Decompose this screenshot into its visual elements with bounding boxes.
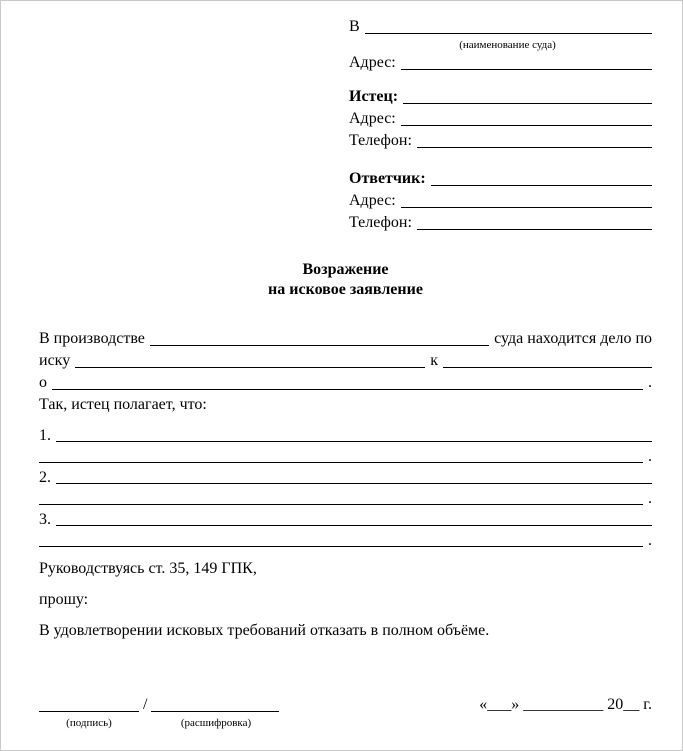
spacer bbox=[139, 716, 152, 730]
plaintiff-name-line bbox=[349, 86, 652, 108]
case-line1 bbox=[39, 328, 652, 350]
court-address-label: Адрес: bbox=[349, 54, 396, 71]
defendant-phone-line bbox=[349, 212, 652, 234]
plaintiff-phone-line bbox=[349, 130, 652, 152]
claims-intro: Так, истец полагает, что: bbox=[39, 396, 207, 413]
plaintiff-name-blank bbox=[403, 86, 652, 104]
case-line2-mid: к bbox=[430, 352, 438, 369]
claim-item-3-line1 bbox=[39, 509, 652, 530]
plaintiff-label: Истец: bbox=[349, 88, 399, 105]
case-subject-blank bbox=[52, 372, 643, 390]
date-line: «___» __________ 20__ г. bbox=[479, 696, 652, 713]
plaintiff-address-label: Адрес: bbox=[349, 110, 396, 127]
defendant-address-blank bbox=[401, 190, 652, 208]
plaintiff-address-blank bbox=[401, 108, 652, 126]
court-name-blank bbox=[365, 16, 652, 34]
name-caption: (расшифровка) bbox=[180, 717, 252, 729]
case-line1-suffix: суда находится дело по bbox=[494, 330, 652, 347]
legal-basis: Руководствуясь ст. 35, 149 ГПК, bbox=[39, 560, 257, 577]
claim-1-blank-b bbox=[39, 446, 643, 463]
defendant-name-blank bbox=[431, 168, 652, 186]
signature-captions bbox=[39, 716, 652, 730]
title-line2: на исковое заявление bbox=[268, 281, 423, 298]
case-line2 bbox=[39, 350, 652, 372]
case-plaintiff-blank bbox=[75, 350, 425, 368]
claim-2-blank-b bbox=[39, 488, 643, 505]
case-line3-prefix: о bbox=[39, 374, 47, 391]
court-name-line bbox=[349, 16, 652, 38]
court-caption: (наименование суда) bbox=[459, 39, 556, 51]
spacer bbox=[349, 74, 652, 86]
request-intro: прошу: bbox=[39, 591, 89, 608]
defendant-name-line bbox=[349, 168, 652, 190]
claim-item-1-line1 bbox=[39, 425, 652, 446]
claim-3-period: . bbox=[648, 532, 652, 549]
spacer bbox=[349, 152, 652, 168]
claim-3-blank-a bbox=[56, 509, 652, 526]
signature-row bbox=[39, 694, 652, 716]
claim-item-1-line2 bbox=[39, 446, 652, 467]
signature-slash: / bbox=[143, 696, 148, 713]
claim-1-blank-a bbox=[56, 425, 652, 442]
court-label: В bbox=[349, 18, 360, 35]
claim-item-2-line2 bbox=[39, 488, 652, 509]
claim-1-number: 1. bbox=[39, 427, 51, 444]
name-blank bbox=[151, 694, 279, 712]
spacer bbox=[279, 694, 479, 716]
claims-intro-line bbox=[39, 394, 652, 416]
case-line3-period: . bbox=[648, 374, 652, 391]
defendant-address-line bbox=[349, 190, 652, 212]
claim-2-number: 2. bbox=[39, 469, 51, 486]
claim-2-period: . bbox=[648, 490, 652, 507]
claim-1-period: . bbox=[648, 448, 652, 465]
case-description bbox=[39, 328, 652, 416]
header-block bbox=[349, 16, 652, 234]
case-defendant-blank bbox=[443, 350, 652, 368]
defendant-phone-blank bbox=[417, 212, 652, 230]
defendant-phone-label: Телефон: bbox=[349, 214, 412, 231]
case-court-blank bbox=[150, 328, 489, 346]
case-line2-prefix: иску bbox=[39, 352, 71, 369]
claim-2-blank-a bbox=[56, 467, 652, 484]
title-line1: Возражение bbox=[302, 261, 389, 278]
request-text: В удовлетворении исковых требований отказать в полном объёме. bbox=[39, 622, 490, 639]
claims-list bbox=[39, 425, 652, 551]
case-line1-prefix: В производстве bbox=[39, 330, 145, 347]
court-address-line bbox=[349, 52, 652, 74]
plaintiff-phone-label: Телефон: bbox=[349, 132, 412, 149]
claim-item-3-line2 bbox=[39, 530, 652, 551]
claim-item-2-line1 bbox=[39, 467, 652, 488]
document-title bbox=[39, 260, 652, 300]
signature-blank bbox=[39, 694, 139, 712]
court-address-blank bbox=[401, 52, 652, 70]
claim-3-number: 3. bbox=[39, 511, 51, 528]
case-line3 bbox=[39, 372, 652, 394]
signature-caption: (подпись) bbox=[66, 717, 112, 729]
defendant-address-label: Адрес: bbox=[349, 192, 396, 209]
claim-3-blank-b bbox=[39, 530, 643, 547]
plaintiff-address-line bbox=[349, 108, 652, 130]
plaintiff-phone-blank bbox=[417, 130, 652, 148]
defendant-label: Ответчик: bbox=[349, 170, 426, 187]
